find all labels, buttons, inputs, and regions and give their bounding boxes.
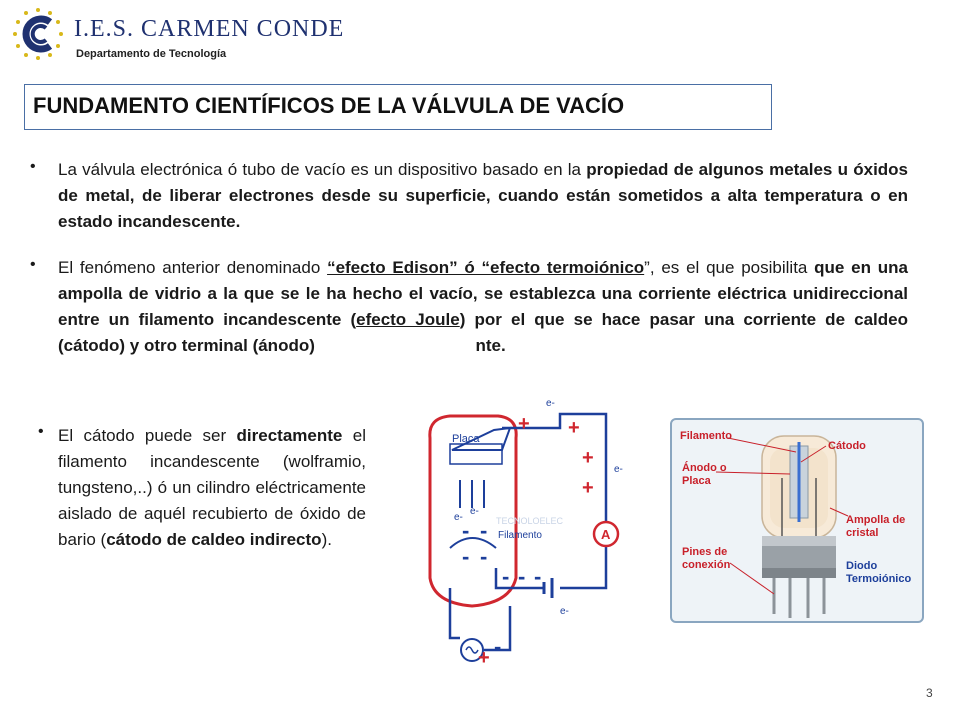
text-segment: el filamento incandescente (wolframio, tungsteno,..) ó un cilindro eléctricamente aislado de aquél recubierto de óxido de bario ( [58,426,366,549]
plus-sign: + [568,417,580,439]
minus-sign: - [480,518,488,543]
electron-label: e- [454,512,463,523]
diodo-label: Diodo Termoiónico [846,560,912,585]
school-logo [6,4,345,66]
text-segment: El cátodo puede ser [58,426,237,445]
eu-stars-c-logo-icon [6,4,70,66]
thermionic-diode-illustration [670,418,924,623]
electron-label: e- [560,606,569,617]
minus-sign: - [518,564,526,589]
minus-sign: - [462,544,470,569]
minus-sign: - [480,544,488,569]
text-segment: ) por el que se hace pasar una corriente de caldeo (cátodo) y otro terminal (ánodo) [58,310,908,355]
page-number: 3 [926,686,933,700]
text-segment: cátodo de caldeo indirecto [106,530,322,549]
minus-sign: - [534,564,542,589]
minus-sign: - [502,564,510,589]
plus-sign: + [478,647,490,669]
svg-text:A: A [601,527,611,542]
ampolla-label: Ampolla de cristal [846,514,906,539]
text-segment: que en una ampolla de vidrio a la que se le ha hecho el vacío, se establezca una corriente eléctrica unidireccional entre un filamento incandescente ( [58,258,909,329]
watermark-label: TECNOLOELEC [496,516,564,526]
minus-sign: - [462,518,470,543]
text-segment: ). [321,530,332,549]
filamento-label: Filamento [680,430,732,442]
filamento-label: Filamento [498,530,542,541]
text-segment: “efecto Edison” ó “efecto termoiónico [327,258,645,277]
placa-label: Placa [452,433,480,445]
electron-label: e- [546,398,555,409]
text-segment: directamente [236,426,343,445]
text-segment: El fenómeno anterior denominado [58,258,328,277]
minus-sign: - [494,634,502,659]
electron-label: e- [470,506,479,517]
slide-title: FUNDAMENTO CIENTÍFICOS DE LA VÁLVULA DE VACÍO [33,93,625,118]
department-name: Departamento de Tecnología [76,48,227,60]
bullet-marker: • [30,158,36,175]
bullet-marker: • [38,423,44,440]
catodo-label: Cátodo [828,440,866,452]
electron-label: e- [614,464,623,475]
text-segment [315,336,476,355]
text-segment: La válvula electrónica ó tubo de vacío es un dispositivo basado en la [58,160,587,179]
plus-sign: + [582,477,594,499]
anodo-label: Ánodo o Placa [682,462,727,487]
school-name: I.E.S. CARMEN CONDE [74,16,345,42]
title-box [24,84,772,130]
pines-label: Pines de conexión [682,546,731,571]
text-segment: nte. [475,336,506,355]
bullet-paragraph-2 [58,255,908,359]
text-segment: ”, es el que posibilita [644,258,815,277]
bullet-paragraph-1 [58,157,908,235]
plus-sign: + [582,447,594,469]
vacuum-tube-circuit-diagram [410,388,630,686]
bullet-marker: • [30,256,36,273]
plus-sign: + [518,413,530,435]
text-segment: efecto Joule [356,310,460,329]
text-segment: propiedad de algunos metales u óxidos de metal, de liberar electrones desde su superficie, cuando están sometidos a alta temperatura o en estado incandescente. [58,160,909,231]
bullet-paragraph-3 [58,423,366,553]
